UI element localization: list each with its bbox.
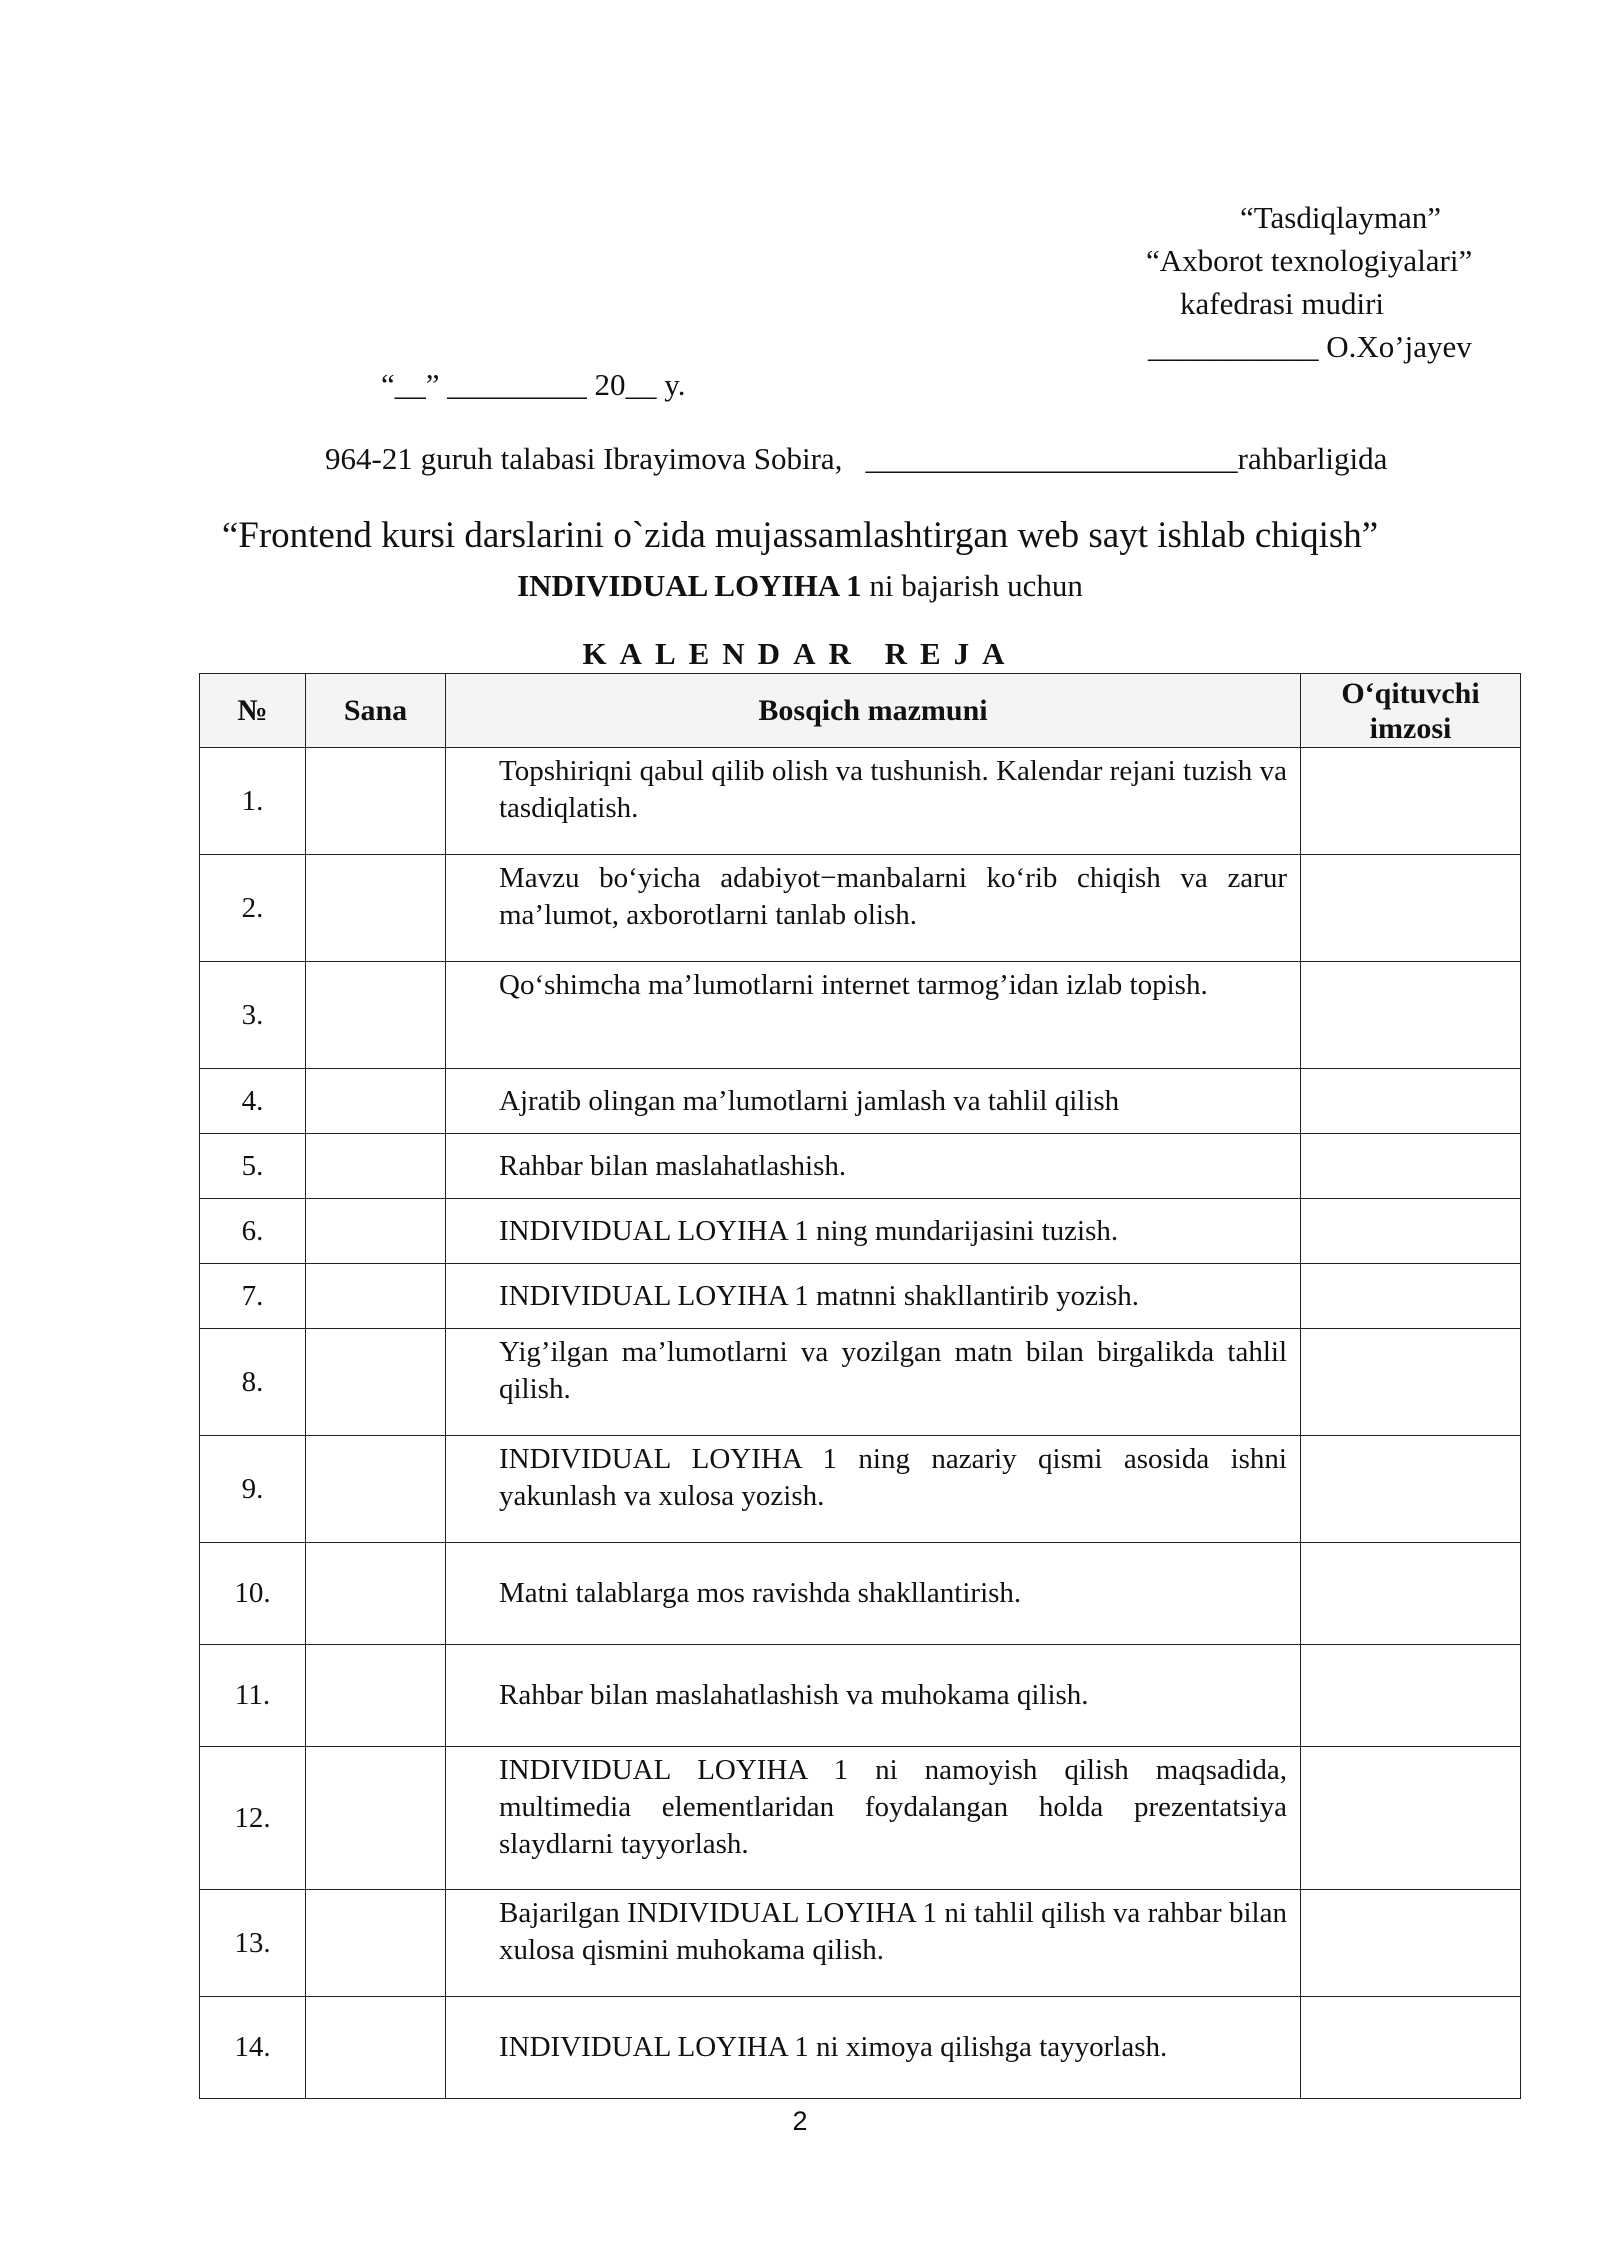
row-number — [200, 1747, 306, 1890]
table-row — [200, 1134, 1521, 1199]
row-number — [200, 1645, 306, 1747]
table-row — [200, 1543, 1521, 1645]
row-number — [200, 748, 306, 855]
row-content: INDIVIDUAL LOYIHA 1 ning mundarijasini tuzish. — [446, 1199, 1301, 1264]
row-number — [200, 1264, 306, 1329]
header-content: Bosqich mazmuni — [446, 674, 1301, 748]
table-row — [200, 1747, 1521, 1890]
row-content: Rahbar bilan maslahatlashish. — [446, 1134, 1301, 1199]
row-date — [306, 1134, 446, 1199]
row-date — [306, 1199, 446, 1264]
date-line: “__” _________ 20__ y. — [381, 367, 686, 402]
row-number — [200, 1890, 306, 1997]
table-row — [200, 1329, 1521, 1436]
table-row — [200, 1997, 1521, 2099]
row-date — [306, 1069, 446, 1134]
row-content: Rahbar bilan maslahatlashish va muhokama qilish. — [446, 1645, 1301, 1747]
approval-signature-line: ___________ O.Xo’jayev — [1148, 329, 1472, 364]
row-number-text: 9. — [241, 1472, 264, 1505]
header-date: Sana — [306, 674, 446, 748]
approval-department: “Axborot texnologiyalari” — [1146, 243, 1473, 278]
row-number-text: 6. — [241, 1214, 264, 1247]
row-content: Bajarilgan INDIVIDUAL LOYIHA 1 ni tahlil qilish va rahbar bilan xulosa qismini muhokama qilish. — [446, 1890, 1301, 1997]
row-number-text: 11. — [234, 1679, 271, 1711]
row-date — [306, 1997, 446, 2099]
row-signature — [1301, 1747, 1521, 1890]
row-signature — [1301, 1997, 1521, 2099]
table-row — [200, 748, 1521, 855]
row-number-text: 1. — [241, 784, 264, 817]
row-content: Mavzu bo‘yicha adabiyot−manbalarni ko‘rib chiqish va zarur ma’lumot, axborotlarni tanlab olish. — [446, 855, 1301, 962]
approval-title: “Tasdiqlayman” — [1240, 200, 1441, 235]
row-number — [200, 1199, 306, 1264]
row-content: INDIVIDUAL LOYIHA 1 ni ximoya qilishga tayyorlash. — [446, 1997, 1301, 2099]
row-number — [200, 1329, 306, 1436]
row-signature — [1301, 962, 1521, 1069]
row-signature — [1301, 855, 1521, 962]
row-content: Matni talablarga mos ravishda shakllantirish. — [446, 1543, 1301, 1645]
project-subtitle — [0, 568, 1600, 604]
row-number-text: 12. — [234, 1801, 271, 1834]
table-row — [200, 1436, 1521, 1543]
row-number — [200, 1134, 306, 1199]
row-signature — [1301, 748, 1521, 855]
table-row — [200, 1264, 1521, 1329]
row-date — [306, 748, 446, 855]
row-date — [306, 962, 446, 1069]
row-signature — [1301, 1069, 1521, 1134]
row-signature — [1301, 1329, 1521, 1436]
row-number — [200, 855, 306, 962]
header-number: № — [200, 674, 306, 748]
row-date — [306, 1890, 446, 1997]
row-number-text: 10. — [234, 1577, 271, 1609]
row-signature — [1301, 1199, 1521, 1264]
row-signature — [1301, 1645, 1521, 1747]
row-number — [200, 962, 306, 1069]
table-row — [200, 1199, 1521, 1264]
row-date — [306, 1645, 446, 1747]
row-number-text: 7. — [241, 1279, 264, 1312]
row-signature — [1301, 1436, 1521, 1543]
row-number-text: 3. — [241, 998, 264, 1031]
row-number-text: 2. — [241, 891, 264, 924]
row-number — [200, 1436, 306, 1543]
table-header-row — [200, 674, 1521, 748]
row-number-text: 4. — [241, 1084, 264, 1117]
row-signature — [1301, 1134, 1521, 1199]
row-number — [200, 1543, 306, 1645]
row-number-text: 14. — [234, 2031, 271, 2063]
row-number-text: 8. — [241, 1365, 264, 1398]
row-content: Topshiriqni qabul qilib olish va tushunish. Kalendar rejani tuzish va tasdiqlatish. — [446, 748, 1301, 855]
row-number-text: 13. — [234, 1926, 271, 1959]
row-date — [306, 1747, 446, 1890]
calendar-title: KALENDAR REJA — [582, 636, 1018, 671]
header-signature: O‘qituvchi imzosi — [1301, 674, 1521, 748]
row-date — [306, 1329, 446, 1436]
row-date — [306, 1436, 446, 1543]
table-body — [200, 748, 1521, 2099]
row-content: INDIVIDUAL LOYIHA 1 ni namoyish qilish maqsadida, multimedia elementlaridan foydalangan holda prezentatsiya slaydlarni tayyorlash. — [446, 1747, 1301, 1890]
row-content: Yig’ilgan ma’lumotlarni va yozilgan matn bilan birgalikda tahlil qilish. — [446, 1329, 1301, 1436]
table-row — [200, 1645, 1521, 1747]
approval-position: kafedrasi mudiri — [1180, 286, 1385, 321]
approval-block — [1140, 196, 1560, 368]
row-number-text: 5. — [241, 1149, 264, 1182]
table-row — [200, 962, 1521, 1069]
row-signature — [1301, 1890, 1521, 1997]
row-content: INDIVIDUAL LOYIHA 1 ning nazariy qismi asosida ishni yakunlash va xulosa yozish. — [446, 1436, 1301, 1543]
calendar-plan-table — [199, 673, 1521, 2099]
table-row — [200, 1069, 1521, 1134]
student-line: 964-21 guruh talabasi Ibrayimova Sobira, ________________________rahbarligida — [325, 441, 1388, 476]
row-number — [200, 1069, 306, 1134]
row-date — [306, 1264, 446, 1329]
row-content: Qo‘shimcha ma’lumotlarni internet tarmog’idan izlab topish. — [446, 962, 1301, 1069]
project-subtitle-rest: ni bajarish uchun — [861, 568, 1083, 603]
row-signature — [1301, 1543, 1521, 1645]
table-row — [200, 855, 1521, 962]
row-date — [306, 855, 446, 962]
project-title: “Frontend kursi darslarini o`zida mujassamlashtirgan web sayt ishlab chiqish” — [221, 515, 1379, 556]
row-number — [200, 1997, 306, 2099]
row-date — [306, 1543, 446, 1645]
page-number: 2 — [792, 2106, 808, 2136]
table-row — [200, 1890, 1521, 1997]
row-signature — [1301, 1264, 1521, 1329]
row-content: Ajratib olingan ma’lumotlarni jamlash va tahlil qilish — [446, 1069, 1301, 1134]
project-subtitle-bold: INDIVIDUAL LOYIHA 1 — [517, 568, 862, 603]
row-content: INDIVIDUAL LOYIHA 1 matnni shakllantirib yozish. — [446, 1264, 1301, 1329]
